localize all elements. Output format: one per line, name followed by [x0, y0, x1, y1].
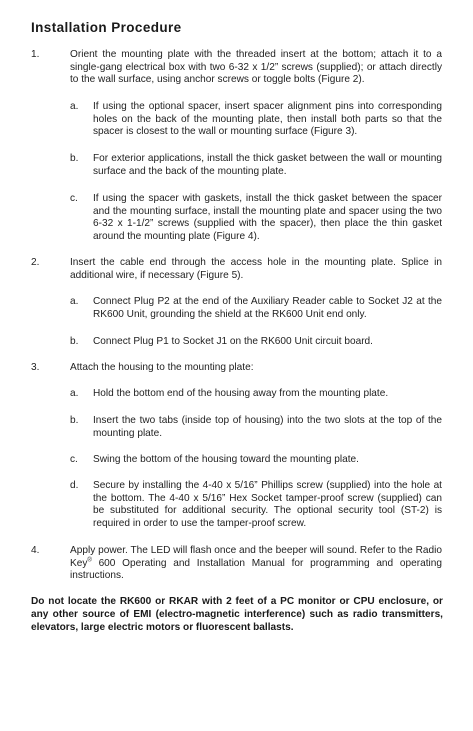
step-text: Attach the housing to the mounting plate: [70, 362, 254, 373]
substep-text: Secure by installing the 4-40 x 5/16” Phillips screw (supplied) into the hole at the bottom. The 4-40 x 5/16” Hex Socket tamper-proof screw (supplied) can be substituted for additional security. The optional security tool (ST-2) is required in order to use the tamper-proof screw. [93, 480, 442, 529]
substep-text: If using the spacer with gaskets, install the thick gasket between the spacer and the mounting surface, install the mounting plate and spacer using the two 6-32 x 1-1/2” screws (supplied with the spacer), then place the thin gasket around the mounting plate (Figure 4). [93, 193, 442, 242]
substep-letter: a. [70, 296, 79, 307]
step-text [70, 545, 442, 583]
substep-text: Connect Plug P1 to Socket J1 on the RK600 Unit circuit board. [93, 336, 373, 347]
substep-letter: a. [70, 101, 79, 112]
step-text: Insert the cable end through the access hole in the mounting plate. Splice in additional wire, if necessary (Figure 5). [70, 257, 442, 281]
substep-text: For exterior applications, install the thick gasket between the wall or mounting surface and the back of the mounting plate. [93, 153, 442, 177]
step-text-part: Apply power. The LED will flash once and the beeper will sound. Refer to the Radio Key [70, 545, 442, 569]
step-text: Orient the mounting plate with the threaded insert at the bottom; attach it to a single-gang electrical box with two 6-32 x 1/2” screws (supplied); or attach directly to the wall surface, using anchor screws or toggle bolts (Figure 2). [70, 49, 442, 86]
substep-text: Connect Plug P2 at the end of the Auxiliary Reader cable to Socket J2 at the RK600 Unit, grounding the shield at the RK600 Unit end only. [93, 296, 442, 320]
page-title: Installation Procedure [31, 20, 182, 35]
substep-text: If using the optional spacer, insert spacer alignment pins into corresponding holes on the back of the mounting plate, then install both parts so that the spacer is closest to the wall or mounting surface (Figure 3). [93, 101, 442, 138]
substep-text: Swing the bottom of the housing toward the mounting plate. [93, 454, 359, 465]
substep-letter: d. [70, 480, 79, 491]
substep-text: Insert the two tabs (inside top of housing) into the two slots at the top of the mounting plate. [93, 415, 442, 439]
step-number: 3. [31, 362, 40, 373]
emi-warning: Do not locate the RK600 or RKAR with 2 feet of a PC monitor or CPU enclosure, or any other source of EMI (electro-magnetic interference) such as radio transmitters, elevators, large electric motors or fluorescent ballasts. [31, 596, 443, 633]
step-text-part: 600 Operating and Installation Manual for programming and operating instructions. [70, 557, 442, 582]
substep-text: Hold the bottom end of the housing away from the mounting plate. [93, 388, 389, 399]
substep-letter: a. [70, 388, 79, 399]
substep-letter: c. [70, 193, 78, 204]
substep-letter: c. [70, 454, 78, 465]
substep-letter: b. [70, 415, 79, 426]
substep-letter: b. [70, 336, 79, 347]
substep-letter: b. [70, 153, 79, 164]
step-number: 4. [31, 545, 40, 556]
step-number: 2. [31, 257, 40, 268]
registered-mark: ® [87, 557, 92, 564]
step-number: 1. [31, 49, 40, 60]
